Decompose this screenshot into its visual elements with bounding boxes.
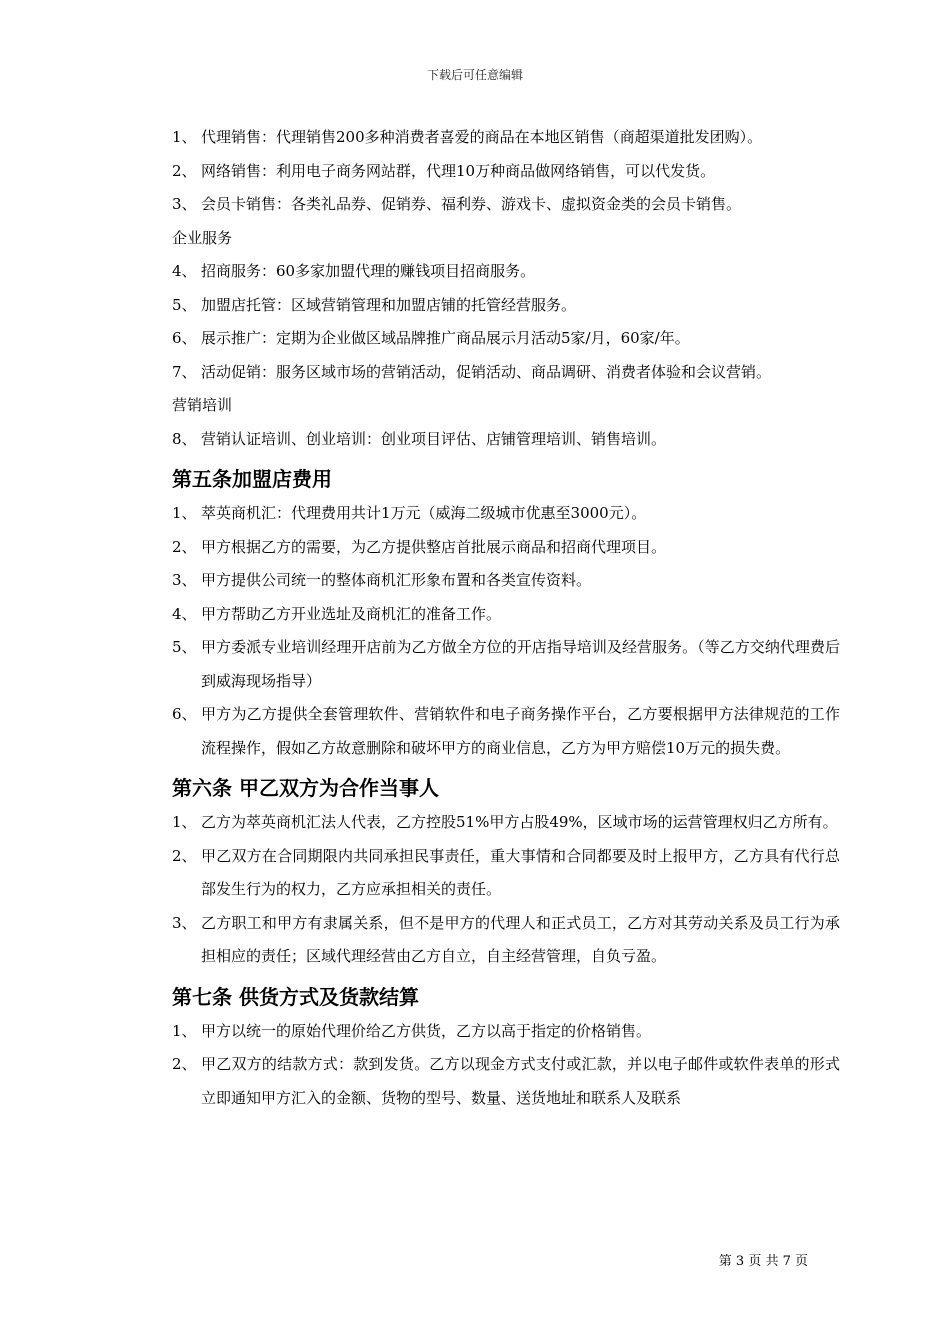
list-item-number: 2、 xyxy=(172,846,197,865)
list-item-number: 4、 xyxy=(172,604,197,623)
document-body xyxy=(172,121,840,1115)
list-item-text: 乙方职工和甲方有隶属关系，但不是甲方的代理人和正式员工，乙方对其劳动关系及员工行为承担相应的责任；区域代理经营由乙方自立，自主经营管理，自负亏盈。 xyxy=(201,913,840,965)
list-item xyxy=(172,356,840,390)
list-item xyxy=(172,698,840,765)
section-label: 营销培训 xyxy=(172,396,233,414)
list-item xyxy=(172,322,840,356)
article-heading: 第七条 供货方式及货款结算 xyxy=(172,984,419,1009)
list-item xyxy=(172,289,840,323)
list-item-number: 3、 xyxy=(172,571,197,589)
list-item xyxy=(172,598,840,632)
list-item-number: 3、 xyxy=(172,913,197,932)
list-item-number: 6、 xyxy=(172,705,197,723)
list-item xyxy=(172,497,840,531)
list-item-number: 1、 xyxy=(172,128,197,146)
list-item-text: 甲乙双方的结款方式：款到发货。乙方以现金方式支付或汇款，并以电子邮件或软件表单的形式立即通知甲方汇入的金额、货物的型号、数量、送货地址和联系人及联系 xyxy=(201,1055,840,1107)
list-item xyxy=(172,255,840,289)
list-item-text: 乙方为萃英商机汇法人代表，乙方控股51%甲方占股49%，区域市场的运营管理权归乙方所有。 xyxy=(201,813,838,831)
list-item-text: 甲方委派专业培训经理开店前为乙方做全方位的开店指导培训及经营服务。（等乙方交纳代理费后到威海现场指导） xyxy=(201,638,840,690)
list-item xyxy=(172,423,840,457)
list-item-text: 会员卡销售：各类礼品券、促销券、福利券、游戏卡、虚拟资金类的会员卡销售。 xyxy=(201,195,742,213)
list-item-text: 甲方以统一的原始代理价给乙方供货，乙方以高于指定的价格销售。 xyxy=(201,1021,652,1040)
list-item-number: 5、 xyxy=(172,638,197,656)
list-item-text: 网络销售：利用电子商务网站群，代理10万种商品做网络销售，可以代发货。 xyxy=(201,161,716,180)
list-item-number: 1、 xyxy=(172,1021,197,1040)
list-item-number: 7、 xyxy=(172,362,197,381)
list-item xyxy=(172,188,840,222)
list-item-text: 营销认证培训、创业培训：创业项目评估、店铺管理培训、销售培训。 xyxy=(201,429,667,448)
list-item-text: 甲方根据乙方的需要，为乙方提供整店首批展示商品和招商代理项目。 xyxy=(201,537,667,556)
list-item-number: 8、 xyxy=(172,429,197,448)
list-item xyxy=(172,121,840,155)
list-item-number: 2、 xyxy=(172,1055,197,1073)
list-item xyxy=(172,1015,840,1049)
list-item-number: 5、 xyxy=(172,295,197,314)
list-item-text: 甲方为乙方提供全套管理软件、营销软件和电子商务操作平台，乙方要根据甲方法律规范的工作流程操作，假如乙方故意删除和破坏甲方的商业信息，乙方为甲方赔偿10万元的损失费。 xyxy=(201,705,840,757)
list-item xyxy=(172,564,840,598)
page-footer: 第 3 页 共 7 页 xyxy=(718,1254,808,1269)
list-item-number: 2、 xyxy=(172,161,197,180)
list-item-text: 甲方提供公司统一的整体商机汇形象布置和各类宣传资料。 xyxy=(201,571,592,589)
list-item xyxy=(172,531,840,565)
list-item-number: 6、 xyxy=(172,329,197,347)
list-item xyxy=(172,907,840,974)
list-item-number: 1、 xyxy=(172,504,197,522)
article-heading: 第六条 甲乙双方为合作当事人 xyxy=(172,776,439,800)
list-item-text: 展示推广：定期为企业做区域品牌推广商品展示月活动5家/月，60家/年。 xyxy=(201,329,690,347)
list-item-number: 4、 xyxy=(172,262,197,280)
page-header: 下载后可任意编辑 xyxy=(426,68,523,82)
section-label: 企业服务 xyxy=(172,228,233,247)
list-item-number: 1、 xyxy=(172,813,197,831)
list-item-number: 3、 xyxy=(172,195,197,213)
list-item xyxy=(172,1048,840,1115)
list-item-text: 招商服务：60多家加盟代理的赚钱项目招商服务。 xyxy=(201,262,536,280)
list-item xyxy=(172,806,840,840)
list-item-text: 加盟店托管：区域营销管理和加盟店铺的托管经营服务。 xyxy=(201,295,577,314)
list-item-text: 萃英商机汇：代理费用共计1万元（威海二级城市优惠至3000元）。 xyxy=(201,504,647,522)
list-item xyxy=(172,631,840,698)
list-item-text: 代理销售：代理销售200多种消费者喜爱的商品在本地区销售（商超渠道批发团购）。 xyxy=(201,128,763,146)
list-item xyxy=(172,840,840,907)
list-item-text: 甲乙双方在合同期限内共同承担民事责任，重大事情和合同都要及时上报甲方，乙方具有代行总部发生行为的权力，乙方应承担相关的责任。 xyxy=(201,846,840,898)
list-item-text: 活动促销：服务区域市场的营销活动，促销活动、商品调研、消费者体验和会议营销。 xyxy=(201,362,772,381)
list-item-number: 2、 xyxy=(172,537,197,556)
list-item xyxy=(172,155,840,189)
list-item-text: 甲方帮助乙方开业选址及商机汇的准备工作。 xyxy=(201,604,502,623)
article-heading: 第五条加盟店费用 xyxy=(172,467,332,491)
